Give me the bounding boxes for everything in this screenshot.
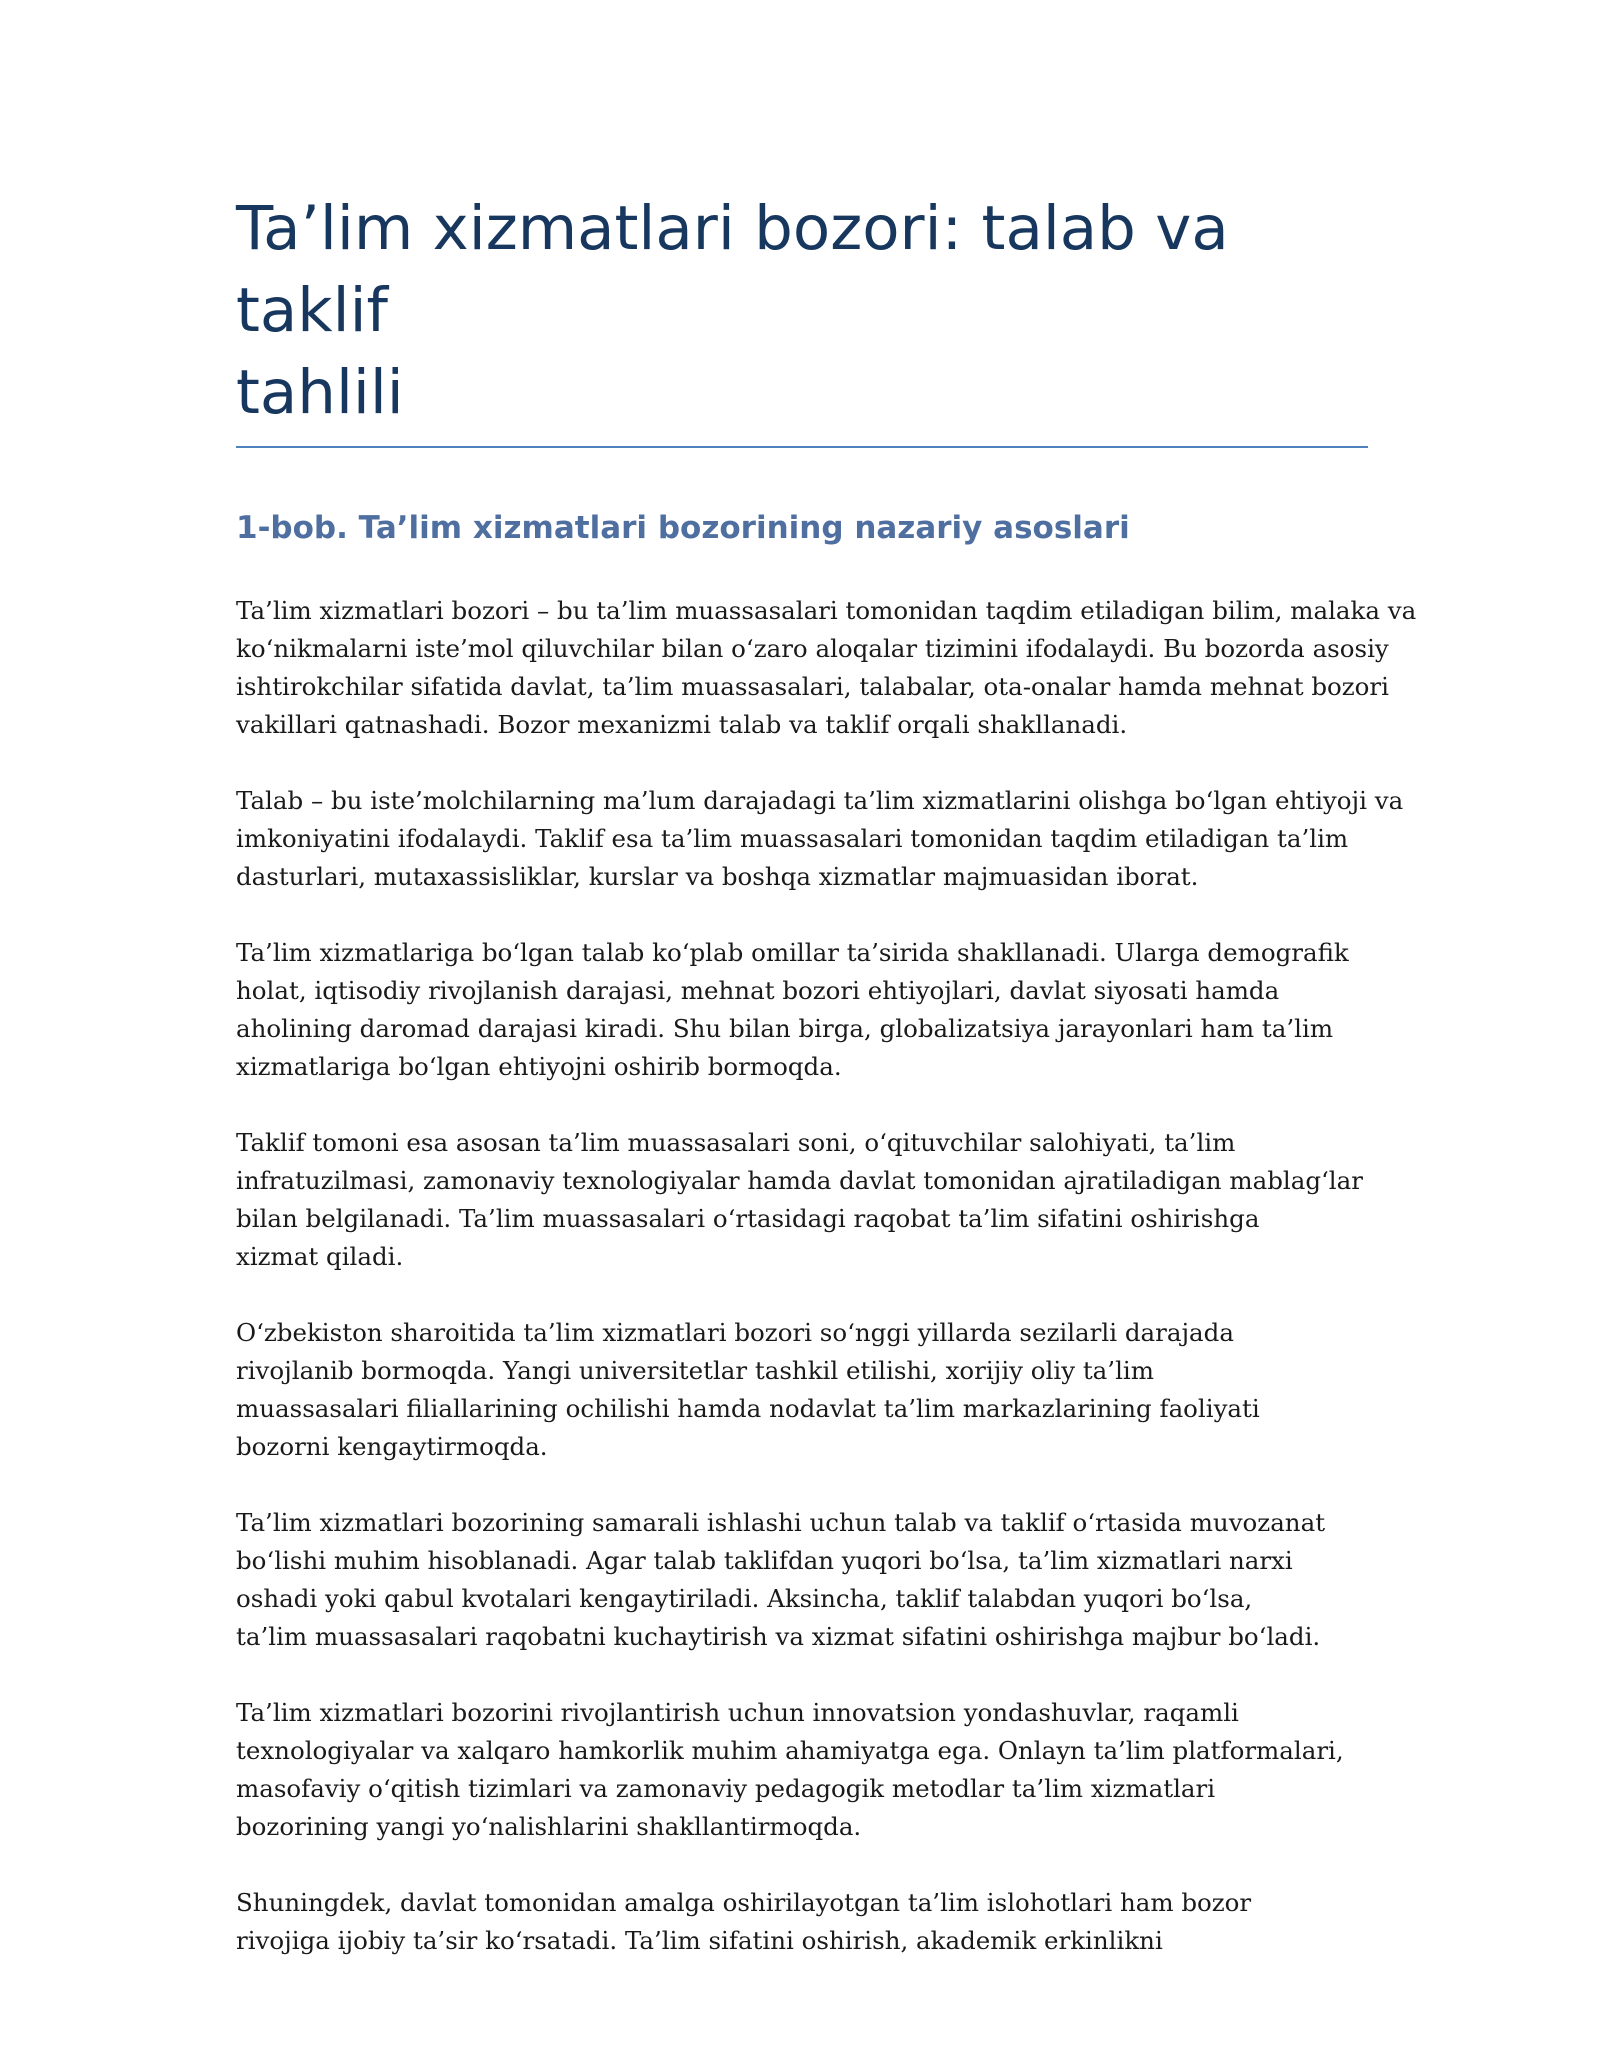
paragraph-line: holat, iqtisodiy rivojlanish darajasi, mehnat bozori ehtiyojlari, davlat siyosati hamda bbox=[236, 976, 1280, 1005]
paragraph-line: rivojiga ijobiy ta’sir ko‘rsatadi. Ta’lim sifatini oshirish, akademik erkinlikni bbox=[236, 1926, 1163, 1955]
paragraph-line: ko‘nikmalarni iste’mol qiluvchilar bilan o‘zaro aloqalar tizimini ifodalaydi. Bu bozorda asosiy bbox=[236, 634, 1389, 663]
document-title-line: tahlili bbox=[236, 357, 404, 428]
paragraph-line: vakillari qatnashadi. Bozor mexanizmi talab va taklif orqali shakllanadi. bbox=[236, 710, 1128, 739]
paragraph-line: ishtirokchilar sifatida davlat, ta’lim muassasalari, talabalar, ota-onalar hamda mehnat bozori bbox=[236, 672, 1389, 701]
body-paragraph bbox=[236, 1124, 1368, 1276]
paragraph-line: dasturlari, mutaxassisliklar, kurslar va boshqa xizmatlar majmuasidan iborat. bbox=[236, 862, 1199, 891]
paragraph-line: Shuningdek, davlat tomonidan amalga oshirilayotgan ta’lim islohotlari ham bozor bbox=[236, 1888, 1252, 1917]
body-paragraph bbox=[236, 934, 1368, 1086]
paragraph-line: xizmatlariga bo‘lgan ehtiyojni oshirib bormoqda. bbox=[236, 1052, 842, 1081]
document-title bbox=[236, 188, 1368, 448]
paragraph-line: aholining daromad darajasi kiradi. Shu bilan birga, globalizatsiya jarayonlari ham ta’lim bbox=[236, 1014, 1334, 1043]
paragraph-line: bozorining yangi yo‘nalishlarini shakllantirmoqda. bbox=[236, 1812, 862, 1841]
paragraph-line: Ta’lim xizmatlari bozori – bu ta’lim muassasalari tomonidan taqdim etiladigan bilim, malaka va bbox=[236, 596, 1417, 625]
paragraph-line: imkoniyatini ifodalaydi. Taklif esa ta’lim muassasalari tomonidan taqdim etiladigan ta’lim bbox=[236, 824, 1349, 853]
paragraph-line: O‘zbekiston sharoitida ta’lim xizmatlari bozori so‘nggi yillarda sezilarli darajada bbox=[236, 1318, 1234, 1347]
paragraph-line: muassasalari filiallarining ochilishi hamda nodavlat ta’lim markazlarining faoliyati bbox=[236, 1394, 1260, 1423]
paragraph-line: xizmat qiladi. bbox=[236, 1242, 404, 1271]
paragraph-line: Ta’lim xizmatlari bozorining samarali ishlashi uchun talab va taklif o‘rtasida muvozanat bbox=[236, 1508, 1326, 1537]
chapter-heading: 1-bob. Ta’lim xizmatlari bozorining nazariy asoslari bbox=[236, 510, 1130, 546]
document-title-line: Ta’lim xizmatlari bozori: talab va taklif bbox=[236, 193, 1229, 346]
body-paragraph bbox=[236, 1314, 1368, 1466]
body-paragraph bbox=[236, 782, 1404, 896]
body-paragraph bbox=[236, 1694, 1368, 1846]
paragraph-line: Ta’lim xizmatlariga bo‘lgan talab ko‘plab omillar ta’sirida shakllanadi. Ularga demografik bbox=[236, 938, 1349, 967]
body-paragraph bbox=[236, 1504, 1368, 1656]
paragraph-line: rivojlanib bormoqda. Yangi universitetlar tashkil etilishi, xorijiy oliy ta’lim bbox=[236, 1356, 1154, 1385]
paragraph-line: infratuzilmasi, zamonaviy texnologiyalar hamda davlat tomonidan ajratiladigan mablag‘lar bbox=[236, 1166, 1363, 1195]
document-content bbox=[236, 188, 1417, 1998]
paragraphs-container bbox=[236, 592, 1417, 1960]
paragraph-line: bilan belgilanadi. Ta’lim muassasalari o‘rtasidagi raqobat ta’lim sifatini oshirishga bbox=[236, 1204, 1260, 1233]
body-paragraph bbox=[236, 1884, 1368, 1960]
paragraph-line: texnologiyalar va xalqaro hamkorlik muhim ahamiyatga ega. Onlayn ta’lim platformalari, bbox=[236, 1736, 1344, 1765]
body-paragraph bbox=[236, 592, 1417, 744]
paragraph-line: masofaviy o‘qitish tizimlari va zamonaviy pedagogik metodlar ta’lim xizmatlari bbox=[236, 1774, 1216, 1803]
paragraph-line: oshadi yoki qabul kvotalari kengaytiriladi. Aksincha, taklif talabdan yuqori bo‘lsa, bbox=[236, 1584, 1253, 1613]
paragraph-line: Taklif tomoni esa asosan ta’lim muassasalari soni, o‘qituvchilar salohiyati, ta’lim bbox=[236, 1128, 1236, 1157]
paragraph-line: bozorni kengaytirmoqda. bbox=[236, 1432, 548, 1461]
paragraph-line: Talab – bu iste’molchilarning ma’lum darajadagi ta’lim xizmatlarini olishga bo‘lgan ehtiyoji va bbox=[236, 786, 1404, 815]
paragraph-line: ta’lim muassasalari raqobatni kuchaytirish va xizmat sifatini oshirishga majbur bo‘ladi. bbox=[236, 1622, 1321, 1651]
paragraph-line: Ta’lim xizmatlari bozorini rivojlantirish uchun innovatsion yondashuvlar, raqamli bbox=[236, 1698, 1239, 1727]
paragraph-line: bo‘lishi muhim hisoblanadi. Agar talab taklifdan yuqori bo‘lsa, ta’lim xizmatlari narxi bbox=[236, 1546, 1293, 1575]
